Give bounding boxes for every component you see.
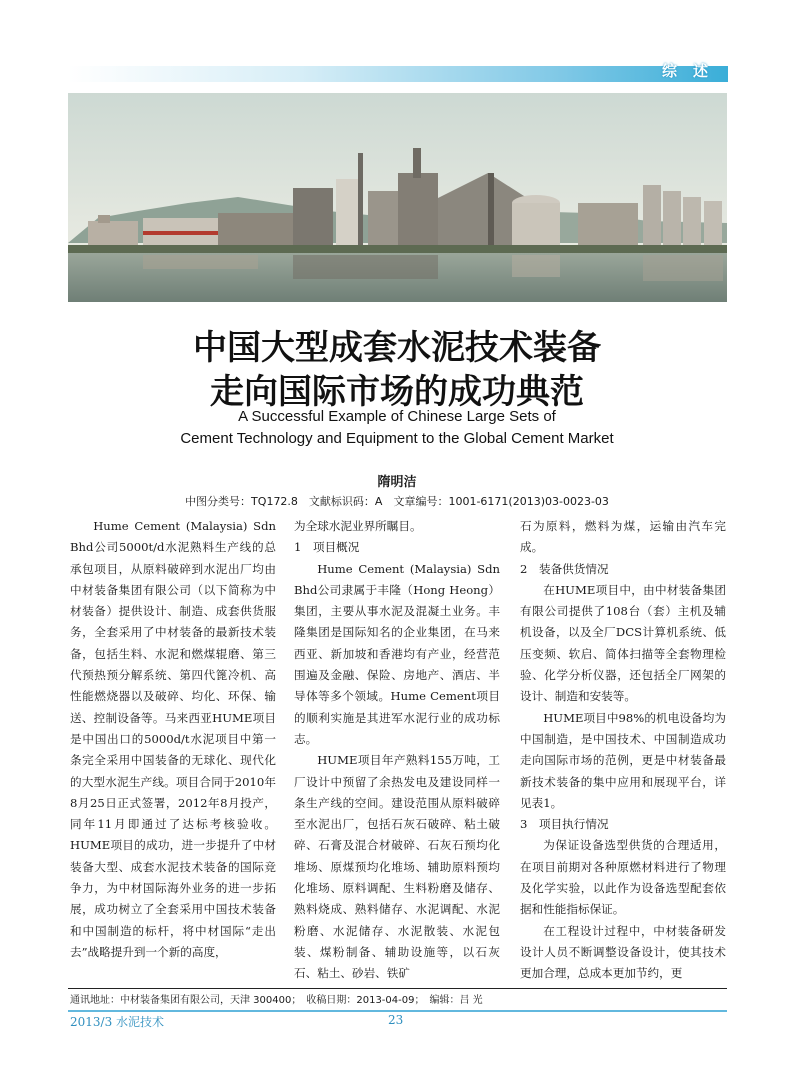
body-paragraph: 在工程设计过程中，中材装备研发设计人员不断调整设备设计，使其技术更加合理，总成本更加节约，更: [520, 923, 726, 981]
body-paragraph: HUME项目中98%的机电设备均为中国制造，是中国技术、中国制造成功走向国际市场的范例，更是中材装备最新技术装备的集中应用和展现平台，详见表1。: [520, 710, 726, 810]
body-paragraph: 在HUME项目中，由中材装备集团有限公司提供了108台（套）主机及辅机设备，以及全厂DCS计算机系统、低压变频、软启、简体扫描等全套物理检验、化学分析仪器，还包括全厂网架的设计、制造和安装等。: [520, 582, 726, 704]
body-column-1: [70, 516, 276, 963]
body-paragraph: 石为原料，燃料为煤，运输由汽车完成。: [520, 519, 726, 555]
title-cn-line-2: 走向国际市场的成功典范: [210, 372, 584, 412]
body-column-3: [520, 516, 726, 985]
author: 隋明洁: [377, 475, 417, 490]
cement-plant-photo: [68, 93, 727, 302]
section-heading: 2 装备供货情况: [520, 561, 609, 576]
journal-issue: 2013/3 水泥技术: [70, 1015, 165, 1029]
section-heading: 3 项目执行情况: [520, 817, 609, 832]
body-paragraph: HUME项目年产熟料155万吨，工厂设计中预留了余热发电及建设同样一条生产线的空间。建设范围从原料破碎至水泥出厂，包括石灰石破碎、粘土破碎、石膏及混合材破碎、石灰石预均化堆场、原煤预均化堆场、辅助原料预均化堆场、原料调配、生料粉磨及储存、熟料烧成、熟料储存、水泥调配、水泥粉磨、水泥储存、水泥散装、水泥包装、煤粉制备、辅助设施等，以石灰石、粘土、砂岩、铁矿: [294, 753, 500, 981]
body-paragraph: Hume Cement (Malaysia) Sdn Bhd公司隶属于丰隆（Hong Heong）集团，主要从事水泥及混凝土业务。丰隆集团是国际知名的企业集团，在马来西亚、新加坡和香港均有产业，经营范围遍及金融、保险、房地产、酒店、半导体等多个领域。Hume Cement项目的顺利实施是其进军水泥行业的成功标志。: [294, 561, 500, 746]
title-en-line-1: A Successful Example of Chinese Large Sets of: [238, 408, 556, 425]
footnote-rule: [68, 988, 727, 989]
classification-meta: 中图分类号：TQ172.8 文献标识码：A 文章编号：1001-6171(2013)03-0023-03: [185, 495, 609, 508]
body-column-2: [294, 516, 500, 985]
section-tag: 综述: [661, 62, 724, 80]
body-paragraph: Hume Cement (Malaysia) Sdn Bhd公司5000t/d水泥熟料生产线的总承包项目，从原料破碎到水泥出厂均由中材装备集团有限公司（以下简称为中材装备）提供设计、制造、成套供货服务，全套采用了中材装备的最新技术装备，包括生料、水泥和燃煤辊磨、第三代预热预分解系统、第四代篦冷机、高性能燃烧器以及破碎、均化、环保、输送、控制设备等。马来西亚HUME项目是中国出口的5000d/t水泥项目中第一条完全采用中国装备的无球化、现代化的大型水泥生产线。项目合同于2010年8月25日正式签署，2012年8月投产，同年11月即通过了达标考核验收。HUME项目的成功，进一步提升了中材装备大型、成套水泥技术装备的国际竞争力，为中材国际海外业务的进一步拓展，成功树立了全套采用中国技术装备和中国制造的标杆，将中材国际“走出去”战略提升到一个新的高度，: [70, 519, 276, 959]
footer-rule: [68, 1010, 727, 1012]
title-cn-line-1: 中国大型成套水泥技术装备: [193, 328, 601, 368]
page-number: 23: [388, 1013, 404, 1027]
section-heading: 1 项目概况: [294, 540, 360, 555]
body-paragraph: 为保证设备选型供货的合理适用，在项目前期对各种原燃材料进行了物理及化学实验，以此作为设备选型配套依据和性能指标保证。: [520, 838, 726, 917]
body-paragraph: 为全球水泥业界所瞩目。: [294, 519, 422, 533]
footnote: 通讯地址：中材装备集团有限公司，天津 300400； 收稿日期：2013-04-09； 编辑：吕 光: [70, 995, 483, 1006]
header-band: [68, 66, 728, 82]
title-en-line-2: Cement Technology and Equipment to the Global Cement Market: [180, 430, 614, 447]
